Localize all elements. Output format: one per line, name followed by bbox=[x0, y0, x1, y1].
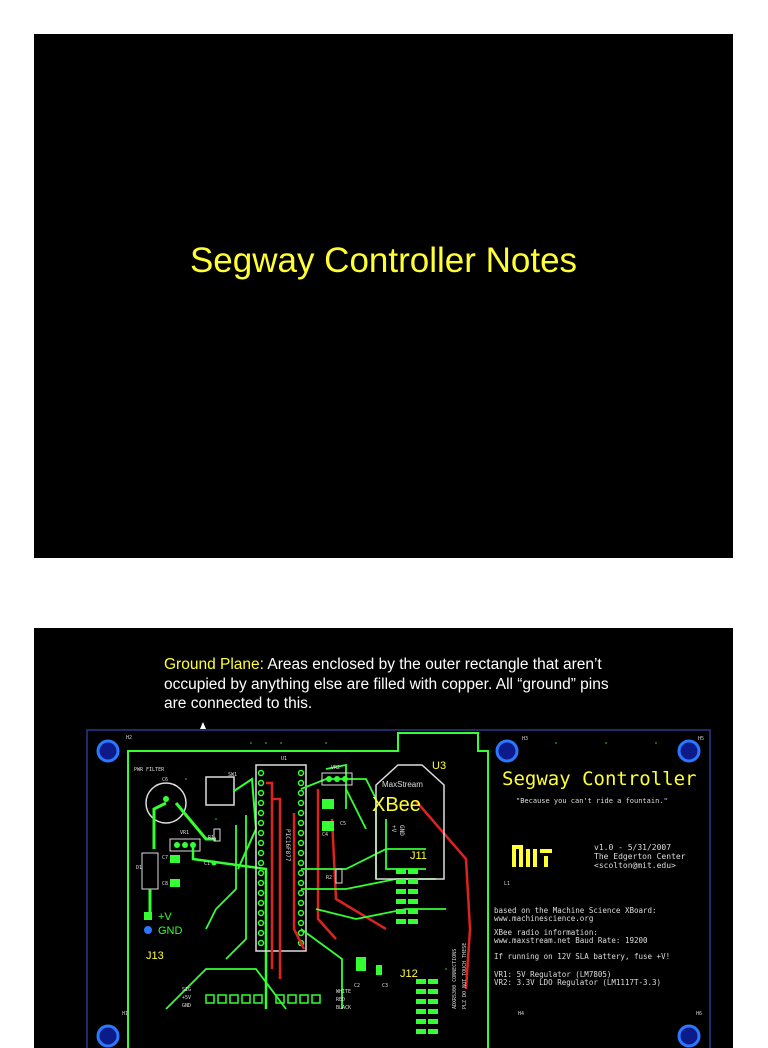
label-h4: H4 bbox=[518, 1011, 525, 1017]
label-c2: C2 bbox=[354, 983, 361, 989]
label-c4: C4 bbox=[322, 832, 329, 838]
label-c6: C6 bbox=[162, 777, 169, 783]
label-pic: PIC16F877 bbox=[284, 829, 291, 862]
mount-hole-h2 bbox=[98, 741, 118, 761]
board-version: v1.0 - 5/31/2007 bbox=[594, 843, 672, 852]
board-tagline: "Because you can't ride a fountain." bbox=[516, 797, 668, 805]
label-u3: U3 bbox=[432, 760, 447, 772]
label-vr1: VR1 bbox=[180, 830, 190, 836]
label-c7: C7 bbox=[162, 855, 169, 861]
label-c5: C5 bbox=[340, 821, 347, 827]
label-5v: +5V bbox=[182, 995, 192, 1001]
label-sw1: SW1 bbox=[228, 772, 238, 778]
label-r1: R1 bbox=[208, 835, 215, 841]
mount-hole-h5 bbox=[679, 741, 699, 761]
caption-label: Ground Plane: bbox=[164, 656, 264, 673]
label-maxstream: MaxStream bbox=[382, 780, 423, 789]
label-h3: H3 bbox=[522, 736, 529, 742]
note-xbee-url: www.maxstream.net Baud Rate: 19200 bbox=[494, 936, 648, 945]
label-c8: C8 bbox=[162, 881, 169, 887]
mount-hole-h1 bbox=[98, 1026, 118, 1046]
board-org: The Edgerton Center bbox=[594, 852, 686, 861]
label-black: BLACK bbox=[336, 1005, 352, 1011]
label-c3: C3 bbox=[382, 983, 389, 989]
slide-title: Segway Controller Notes bbox=[189, 241, 578, 280]
resistor-r2 bbox=[336, 869, 342, 883]
label-touch-warning: PLZ DO NOT TOUCH THESE bbox=[462, 942, 468, 1009]
note-machine-science: based on the Machine Science XBoard: bbox=[494, 906, 657, 915]
label-plus-v: +V bbox=[158, 911, 172, 923]
label-h6: H6 bbox=[696, 1011, 703, 1017]
label-l1: L1 bbox=[504, 881, 511, 887]
label-adxrs-warning: ADXRS300 CONNECTIONS bbox=[452, 948, 458, 1009]
label-gnd: GND bbox=[158, 925, 183, 937]
mount-hole-h6 bbox=[679, 1026, 699, 1046]
mount-hole-h3 bbox=[497, 741, 517, 761]
pcb-slide bbox=[34, 628, 733, 1048]
title-slide bbox=[34, 34, 733, 558]
caption-text: Areas enclosed by the outer rectangle that aren’t occupied by anything else are filled with copper. All “ground” pins are connected to this. bbox=[164, 656, 609, 712]
switch-sw1 bbox=[206, 777, 234, 805]
label-d1: D1 bbox=[136, 865, 143, 871]
pcb-layout bbox=[86, 729, 711, 1048]
label-h1: H1 bbox=[122, 1011, 129, 1017]
note-xbee-info: XBee radio information: bbox=[494, 928, 598, 937]
label-vr2: VR2 bbox=[331, 765, 341, 771]
label-xbee: XBee bbox=[372, 794, 421, 816]
label-pin-gnd: GND bbox=[182, 1003, 192, 1009]
note-machine-science-url: www.machinescience.org bbox=[494, 914, 594, 923]
label-r2: R2 bbox=[326, 875, 333, 881]
label-xbee-pins: +V bbox=[390, 825, 397, 833]
mit-logo bbox=[512, 845, 552, 867]
label-red: RED bbox=[336, 997, 346, 1003]
board-email: <scolton@mit.edu> bbox=[594, 861, 676, 870]
label-u1: U1 bbox=[281, 756, 288, 762]
label-xbee-gnd: GND bbox=[398, 825, 405, 836]
label-h5: H5 bbox=[698, 736, 705, 742]
label-j11: J11 bbox=[410, 850, 427, 862]
ground-plane-caption bbox=[164, 655, 634, 714]
label-sig: SIG bbox=[182, 987, 192, 993]
note-battery: If running on 12V SLA battery, fuse +V! bbox=[494, 952, 671, 961]
board-title: Segway Controller bbox=[502, 768, 697, 790]
label-j12: J12 bbox=[400, 968, 418, 980]
label-j13: J13 bbox=[146, 950, 164, 962]
label-white: WHITE bbox=[336, 989, 352, 995]
label-pwr-filter: PWR FILTER bbox=[134, 767, 165, 773]
diode-d1 bbox=[142, 853, 158, 889]
label-h2: H2 bbox=[126, 735, 133, 741]
label-c1: C1 bbox=[204, 861, 211, 867]
note-vr1: VR1: 5V Regulator (LM7805) bbox=[494, 970, 612, 979]
note-vr2: VR2: 3.3V LDO Regulator (LM1117T-3.3) bbox=[494, 978, 662, 987]
